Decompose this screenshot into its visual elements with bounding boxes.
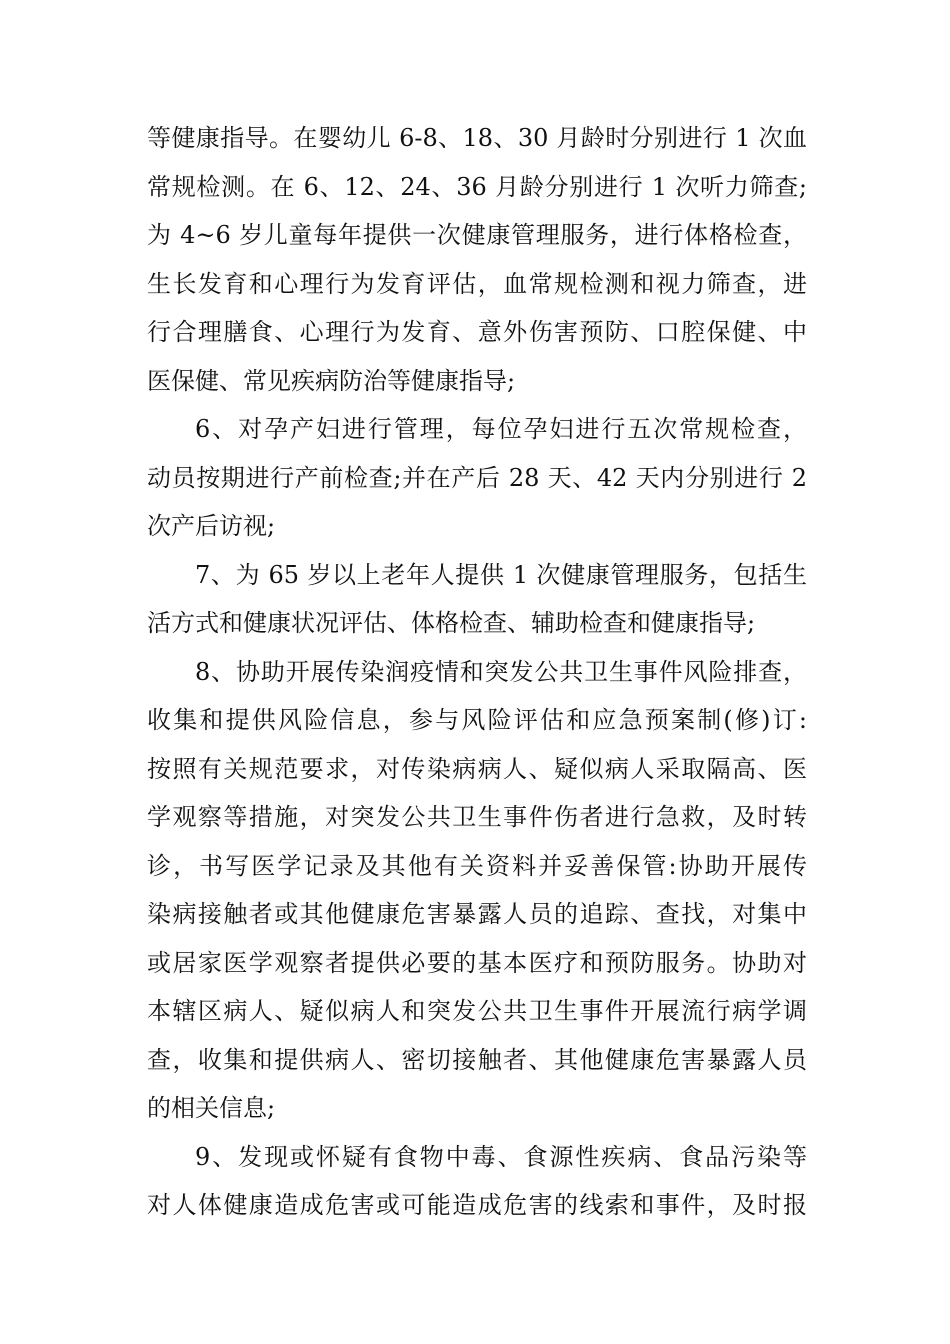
paragraph-item-8 — [147, 648, 807, 1133]
paragraph-item-6 — [147, 405, 807, 551]
text-line: 的相关信息; — [147, 1094, 276, 1122]
text-line: 收集和提供风险信息，参与风险评估和应急预案制(修)订: — [147, 706, 807, 734]
document-body — [147, 114, 807, 1230]
text-line: 次产后访视; — [147, 512, 276, 540]
paragraph-item-7 — [147, 551, 807, 648]
text-line: 7、为 65 岁以上老年人提供 1 次健康管理服务，包括生 — [195, 560, 807, 589]
paragraph-item-9 — [147, 1133, 807, 1230]
text-line: 动员按期进行产前检查;并在产后 28 天、42 天内分别进行 2 — [147, 463, 807, 492]
text-line: 常规检测。在 6、12、24、36 月龄分别进行 1 次听力筛查; — [147, 172, 807, 201]
text-line: 9、发现或怀疑有食物中毒、食源性疾病、食品污染等 — [195, 1142, 807, 1171]
text-line: 为 4~6 岁儿童每年提供一次健康管理服务，进行体格检查， — [147, 221, 807, 249]
text-line: 或居家医学观察者提供必要的基本医疗和预防服务。协助对 — [147, 948, 807, 977]
text-line: 医保健、常见疾病防治等健康指导; — [147, 366, 516, 395]
text-line: 按照有关规范要求，对传染病病人、疑似病人采取隔高、医 — [147, 754, 807, 783]
text-line: 对人体健康造成危害或可能造成危害的线索和事件，及时报 — [147, 1191, 807, 1219]
paragraph-child-health — [147, 114, 807, 405]
text-line: 8、协助开展传染润疫情和突发公共卫生事件风险排查， — [195, 657, 807, 686]
text-line: 学观察等措施，对突发公共卫生事件伤者进行急救，及时转 — [147, 803, 807, 831]
text-line: 本辖区病人、疑似病人和突发公共卫生事件开展流行病学调 — [147, 997, 807, 1025]
text-line: 查，收集和提供病人、密切接触者、其他健康危害暴露人员 — [147, 1045, 807, 1074]
text-line: 活方式和健康状况评估、体格检查、辅助检查和健康指导; — [147, 609, 756, 637]
text-line: 染病接触者或其他健康危害暴露人员的追踪、查找，对集中 — [147, 900, 807, 928]
text-line: 生长发育和心理行为发育评估，血常规检测和视力筛查，进 — [147, 269, 807, 298]
text-line: 诊，书写医学记录及其他有关资料并妥善保管:协助开展传 — [147, 851, 807, 880]
text-line: 等健康指导。在婴幼儿 6-8、18、30 月龄时分别进行 1 次血 — [147, 124, 807, 152]
text-line: 6、对孕产妇进行管理，每位孕妇进行五次常规检查， — [195, 415, 807, 443]
text-line: 行合理膳食、心理行为发育、意外伤害预防、口腔保健、中 — [147, 318, 807, 346]
